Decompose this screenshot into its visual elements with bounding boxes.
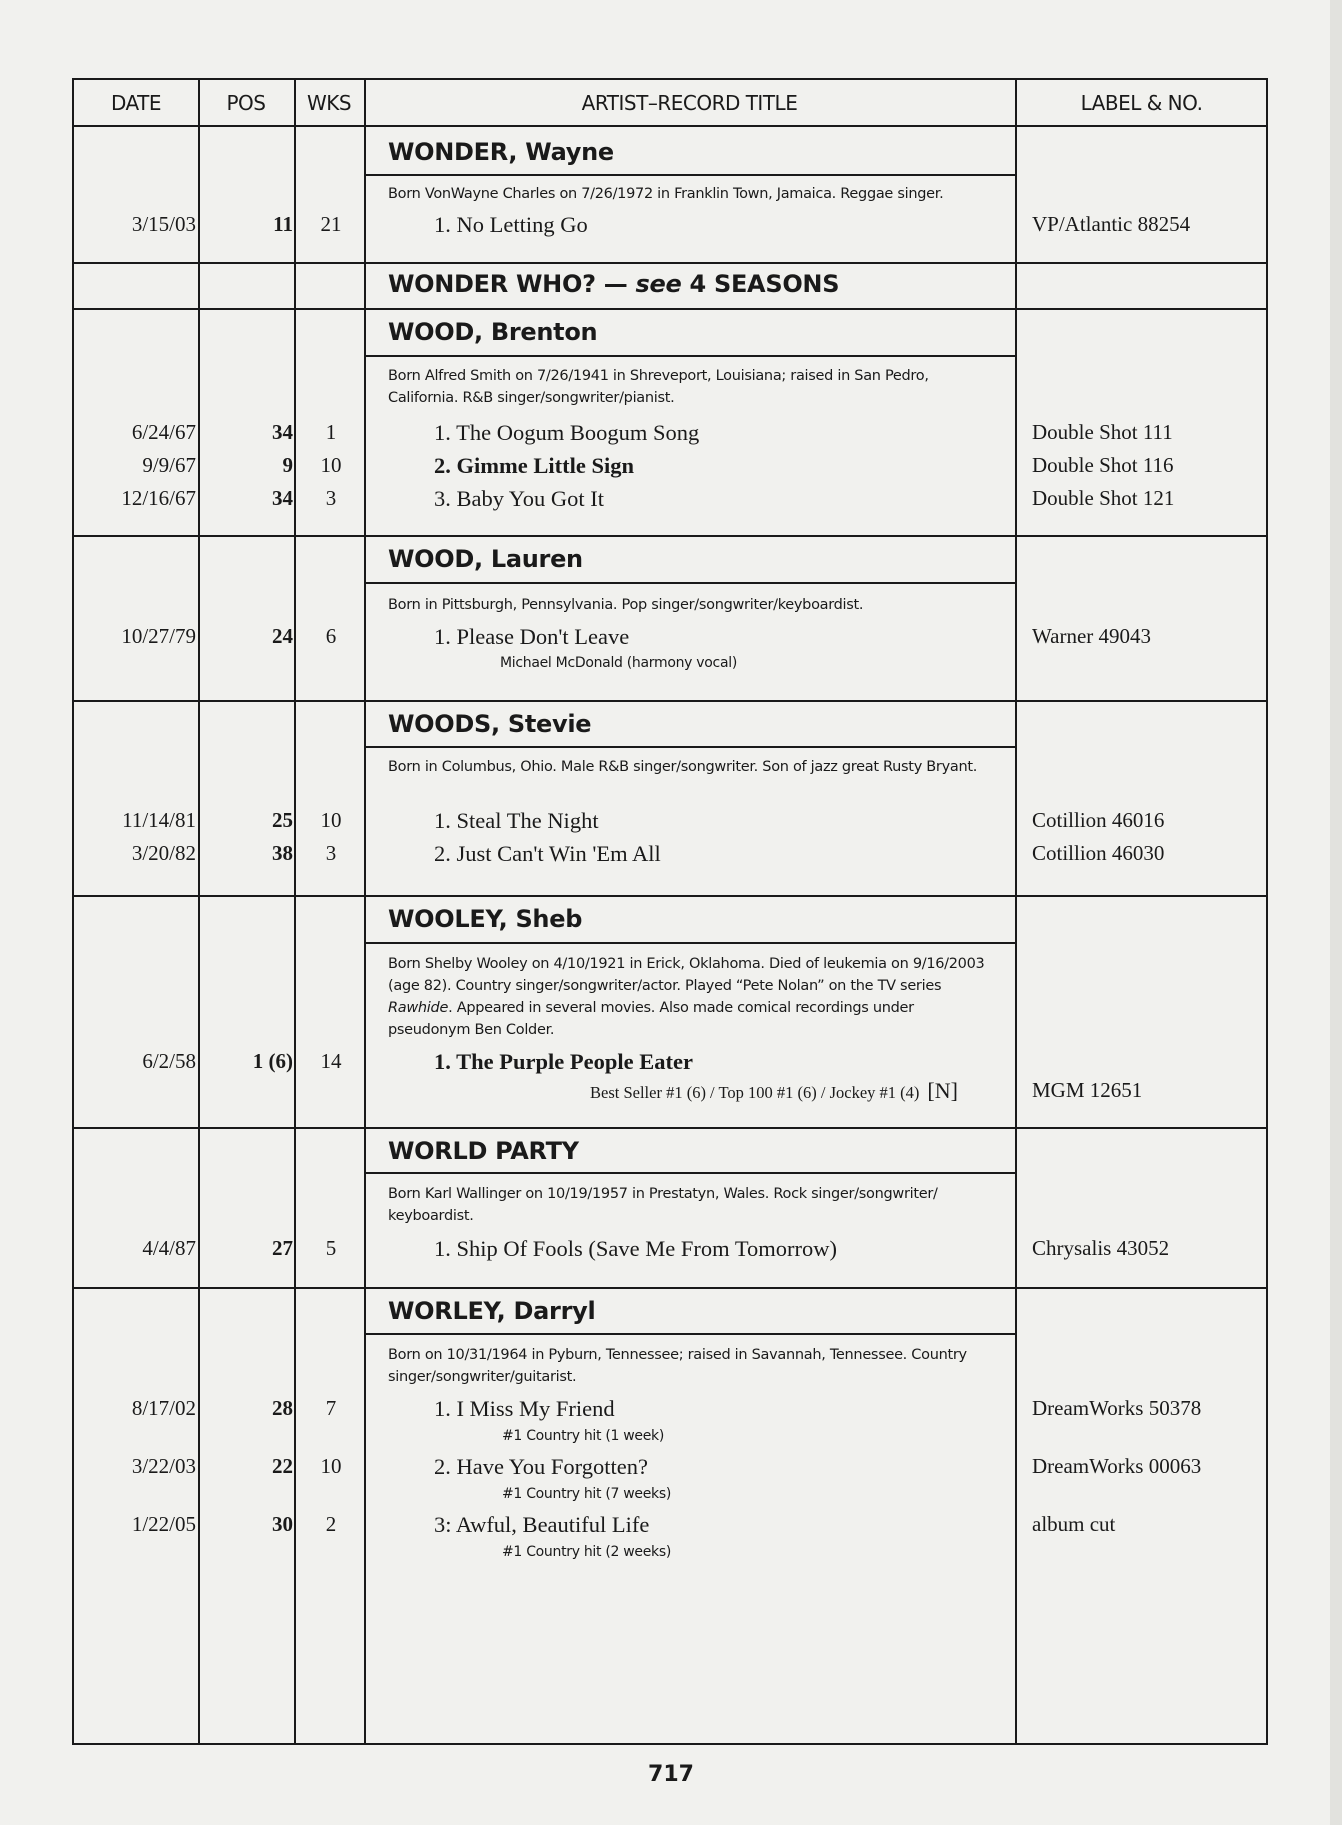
- song-title: 1. No Letting Go: [434, 212, 588, 237]
- bio-text: Born Shelby Wooley on 4/10/1921 in Erick, Oklahoma. Died of leukemia on 9/16/2003 (age 82). Country singer/songwriter/actor. Played “Pete Nolan” on the TV series: [388, 956, 985, 994]
- artist-underline: [364, 746, 1015, 748]
- song-note: #1 Country hit (1 week): [502, 1428, 665, 1444]
- song-date: 3/22/03: [131, 1454, 196, 1478]
- page-edge-shadow: [1330, 0, 1342, 1825]
- artist-name: WORLD PARTY: [388, 1137, 579, 1165]
- artist-name: WORLEY, Darryl: [388, 1297, 596, 1325]
- song-wks: 1: [325, 420, 337, 444]
- song-pos: 27: [272, 1236, 293, 1260]
- song-title: 1. The Purple People Eater: [434, 1049, 693, 1074]
- divider-wks-title: [364, 80, 366, 1743]
- song-pos: 9: [282, 453, 293, 477]
- song-date: 3/15/03: [131, 212, 196, 236]
- section-divider: [74, 895, 1266, 897]
- song-date: 11/14/81: [122, 808, 196, 832]
- song-wks: 7: [325, 1396, 337, 1420]
- song-wks: 6: [325, 624, 337, 648]
- song-note: Michael McDonald (harmony vocal): [500, 655, 737, 671]
- artist-cross-reference-wonder-who: [388, 270, 839, 298]
- artist-name: WOOD, Brenton: [388, 318, 598, 346]
- song-wks: 14: [320, 1049, 342, 1073]
- song-date: 10/27/79: [121, 624, 196, 648]
- song-date: 12/16/67: [121, 486, 196, 510]
- song-title: 1. I Miss My Friend: [434, 1396, 615, 1421]
- song-wks: 10: [320, 1454, 342, 1478]
- page-number: 717: [648, 1762, 694, 1787]
- song-pos: 24: [272, 624, 293, 648]
- song-wks: 3: [325, 841, 337, 865]
- song-label: Double Shot 111: [1032, 420, 1173, 444]
- song-title: 1. Ship Of Fools (Save Me From Tomorrow): [434, 1236, 838, 1261]
- song-pos: 11: [273, 212, 293, 236]
- artist-bio: Born in Columbus, Ohio. Male R&B singer/songwriter. Son of jazz great Rusty Bryant.: [388, 759, 978, 775]
- song-date: 3/20/82: [131, 841, 196, 865]
- song-wks: 5: [325, 1236, 337, 1260]
- song-label: Cotillion 46016: [1032, 808, 1165, 832]
- artist-name: WOOD, Lauren: [388, 545, 583, 573]
- divider-title-label: [1015, 80, 1017, 1743]
- artist-name: WOOLEY, Sheb: [388, 905, 583, 933]
- song-date: 9/9/67: [142, 453, 196, 477]
- song-label: Warner 49043: [1032, 624, 1152, 648]
- song-pos: 28: [272, 1396, 293, 1420]
- divider-pos-wks: [294, 80, 296, 1743]
- header-divider: [74, 125, 1266, 127]
- song-date: 6/24/67: [131, 420, 196, 444]
- song-pos: 34: [272, 420, 293, 444]
- song-date: 8/17/02: [131, 1396, 196, 1420]
- chart-positions: Best Seller #1 (6) / Top 100 #1 (6) / Jockey #1 (4): [590, 1083, 920, 1102]
- song-date: 4/4/87: [142, 1236, 196, 1260]
- section-divider: [74, 262, 1266, 264]
- header-date: DATE: [110, 91, 162, 115]
- artist-bio: Born Karl Wallinger on 10/19/1957 in Prestatyn, Wales. Rock singer/songwriter/ keyboardist.: [388, 1186, 938, 1224]
- artist-underline: [364, 355, 1015, 357]
- see-reference: see: [635, 270, 682, 298]
- song-label: Cotillion 46030: [1032, 841, 1165, 865]
- song-title: 2. Have You Forgotten?: [434, 1454, 648, 1479]
- song-date: 1/22/05: [131, 1512, 196, 1536]
- bio-show-title: Rawhide: [388, 1000, 449, 1016]
- artist-name: WONDER, Wayne: [388, 138, 614, 166]
- song-title: 2. Just Can't Win 'Em All: [434, 841, 661, 866]
- chart-table: [72, 78, 1268, 1745]
- section-divider: [74, 1127, 1266, 1129]
- artist-bio: Born Alfred Smith on 7/26/1941 in Shreveport, Louisiana; raised in San Pedro, California. R&B singer/songwriter/pianist.: [388, 368, 929, 406]
- song-date: 6/2/58: [142, 1049, 196, 1073]
- song-pos: 34: [272, 486, 293, 510]
- song-label: Double Shot 116: [1032, 453, 1174, 477]
- song-note: #1 Country hit (2 weeks): [502, 1544, 672, 1560]
- song-title: 3: Awful, Beautiful Life: [434, 1512, 650, 1537]
- artist-name: WONDER WHO? —: [388, 270, 636, 298]
- song-label: DreamWorks 00063: [1032, 1454, 1202, 1478]
- song-wks: 21: [320, 212, 342, 236]
- song-pos: 22: [272, 1454, 293, 1478]
- song-title: 1. The Oogum Boogum Song: [434, 420, 700, 445]
- artist-underline: [364, 174, 1015, 176]
- song-label: MGM 12651: [1032, 1078, 1143, 1102]
- song-wks: 10: [320, 808, 342, 832]
- song-wks: 10: [320, 453, 342, 477]
- header-label-no: LABEL & NO.: [1080, 91, 1203, 115]
- header-artist-record-title: ARTIST–RECORD TITLE: [581, 91, 798, 115]
- artist-underline: [364, 1172, 1015, 1174]
- song-label: album cut: [1032, 1512, 1116, 1536]
- song-title: 3. Baby You Got It: [434, 486, 605, 511]
- reference-target: 4 SEASONS: [681, 270, 840, 298]
- song-label: VP/Atlantic 88254: [1032, 212, 1191, 236]
- song-label: DreamWorks 50378: [1032, 1396, 1202, 1420]
- section-divider: [74, 1287, 1266, 1289]
- song-pos: 1 (6): [252, 1049, 293, 1073]
- song-title: 1. Please Don't Leave: [434, 624, 630, 649]
- song-chart-note: [590, 1078, 958, 1104]
- song-title: 2. Gimme Little Sign: [434, 453, 634, 478]
- artist-bio: Born VonWayne Charles on 7/26/1972 in Franklin Town, Jamaica. Reggae singer.: [388, 186, 944, 202]
- section-divider: [74, 308, 1266, 310]
- header-wks: WKS: [306, 91, 352, 115]
- bio-text: . Appeared in several movies. Also made comical recordings under pseudonym Ben Colder.: [388, 1000, 914, 1038]
- artist-bio: Born in Pittsburgh, Pennsylvania. Pop singer/songwriter/keyboardist.: [388, 597, 864, 613]
- artist-underline: [364, 582, 1015, 584]
- artist-underline: [364, 942, 1015, 944]
- divider-date-pos: [198, 80, 200, 1743]
- song-label: Chrysalis 43052: [1032, 1236, 1170, 1260]
- section-divider: [74, 700, 1266, 702]
- artist-name: WOODS, Stevie: [388, 710, 592, 738]
- song-title: 1. Steal The Night: [434, 808, 599, 833]
- artist-bio: Born on 10/31/1964 in Pyburn, Tennessee; raised in Savannah, Tennessee. Country singer/songwriter/guitarist.: [388, 1347, 967, 1385]
- song-pos: 30: [272, 1512, 293, 1536]
- novelty-flag: [N]: [927, 1078, 958, 1103]
- song-wks: 3: [325, 486, 337, 510]
- song-note: #1 Country hit (7 weeks): [502, 1486, 672, 1502]
- artist-underline: [364, 1333, 1015, 1335]
- song-wks: 2: [325, 1512, 337, 1536]
- song-pos: 38: [272, 841, 293, 865]
- song-pos: 25: [272, 808, 293, 832]
- song-label: Double Shot 121: [1032, 486, 1175, 510]
- section-divider: [74, 535, 1266, 537]
- header-pos: POS: [226, 91, 266, 115]
- artist-bio: [388, 953, 998, 1041]
